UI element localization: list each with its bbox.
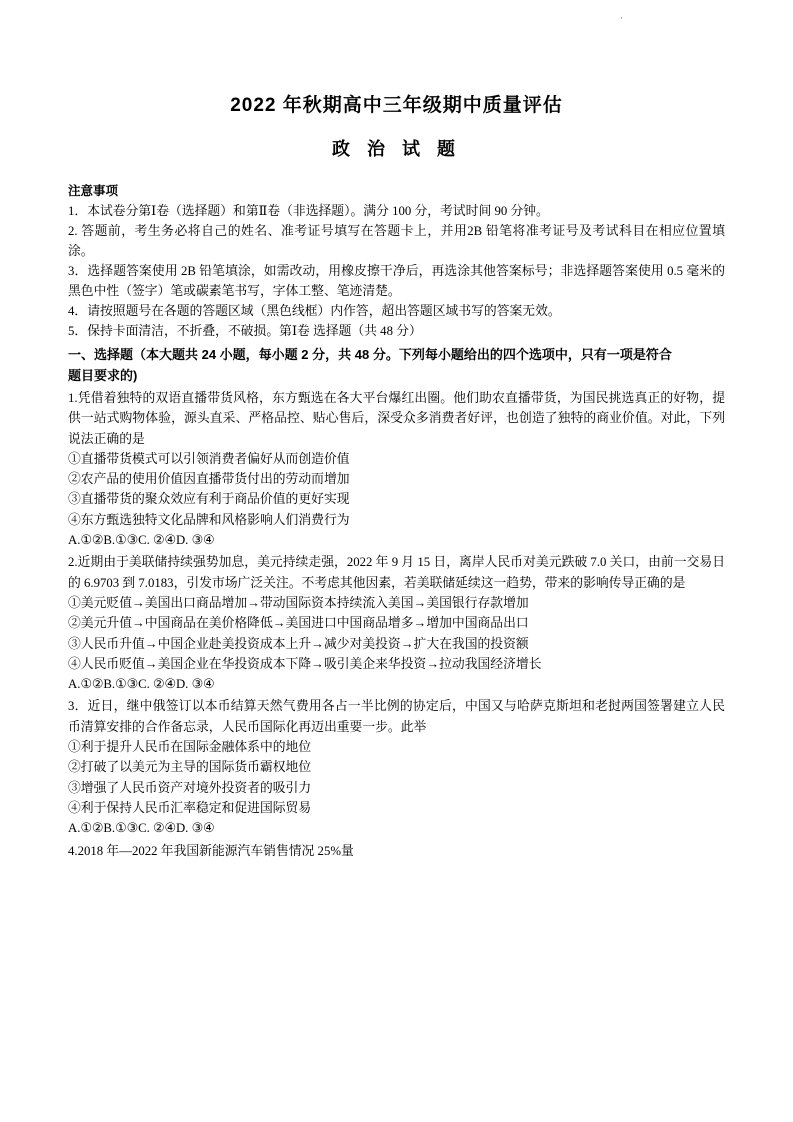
notice-item: 2. 答题前，考生务必将自己的姓名、准考证号填写在答题卡上，并用2B 铅笔将准考证号及考试科目在相应位置填涂。 [68,224,725,258]
section-heading [68,345,725,386]
question-answer-choices: A.①②B.①③C. ②④D. ③④ [68,533,215,548]
section-heading-sub: 题目要求的) [68,367,138,383]
corner-mark: · [620,13,623,23]
question-option: ③人民币升值→中国企业赴美投资成本上升→减少对美投资→扩大在我国的投资额 [68,636,529,651]
question-option: ②打破了以美元为主导的国际货币霸权地位 [68,760,312,775]
question-option: ④人民币贬值→美国企业在华投资成本下降→吸引美企来华投资→拉动我国经济增长 [68,656,542,671]
question-option: ④东方甄选独特文化品牌和风格影响人们消费行为 [68,512,350,527]
question-item [68,388,725,550]
question-option: ①美元贬值→美国出口商品增加→带动国际资本持续流入美国→美国银行存款增加 [68,595,529,610]
question-item [68,696,725,838]
question-item [68,841,725,861]
question-stem: 3．近日，继中俄签订以本币结算天然气费用各占一半比例的协定后，中国又与哈萨克斯坦和老挝两国签署建立人民币清算安排的合作备忘录，人民币国际化再迈出重要一步。此举 [68,699,725,734]
question-option: ③直播带货的聚众效应有利于商品价值的更好实现 [68,492,350,507]
question-option: ②农产品的使用价值因直播带货付出的劳动而增加 [68,472,350,487]
section-heading-main: 一、选择题（本大题共 24 小题，每小题 2 分，共 48 分。下列每小题给出的四个选项中，只有一项是符合 [68,347,672,362]
notice-item: 3．选择题答案使用 2B 铅笔填涂，如需改动，用橡皮擦干净后，再选涂其他答案标号；非选择题答案使用 0.5 毫米的黑色中性（签字）笔或碳素笔书写，字体工整、笔迹清楚。 [68,264,725,298]
question-answer-choices: A.①②B.①③C. ②④D. ③④ [68,677,215,692]
question-stem: 4.2018 年—2022 年我国新能源汽车销售情况 25%量 [68,843,354,858]
question-option: ①直播带货模式可以引领消费者偏好从而创造价值 [68,451,350,466]
question-option: ③增强了人民币资产对境外投资者的吸引力 [68,780,312,795]
question-stem: 1.凭借着独特的双语直播带货风格，东方甄选在各大平台爆红出圈。他们助农直播带货，为国民挑选真正的好物，提供一站式购物体验，源头直采、严格品控、贴心售后，深受众多消费者好评，也创造了独特的商业价值。对此，下列说法正确的是 [68,391,725,446]
question-item [68,552,725,694]
question-option: ④利于保持人民币汇率稳定和促进国际贸易 [68,800,312,815]
page-title: 2022 年秋期高中三年级期中质量评估 [230,95,563,116]
notice-item: 1．本试卷分第Ⅰ卷（选择题）和第Ⅱ卷（非选择题）。满分 100 分，考试时间 90 分钟。 [68,204,549,218]
notice-heading: 注意事项 [68,184,119,198]
question-answer-choices: A.①②B.①③C. ②④D. ③④ [68,821,215,836]
page-subtitle: 政 治 试 题 [331,139,461,159]
notice-item: 4．请按照题号在各题的答题区域（黑色线框）内作答，超出答题区域书写的答案无效。 [68,304,561,318]
notice-list [68,201,725,341]
notice-item: 5．保持卡面清洁，不折叠，不破损。第Ⅰ卷 选择题（共 48 分） [68,324,422,338]
question-option: ①利于提升人民币在国际金融体系中的地位 [68,740,312,755]
question-stem: 2.近期由于美联储持续强势加息，美元持续走强，2022 年 9 月 15 日，离岸人民币对美元跌破 7.0 关口，由前一交易日的 6.9703 到 7.0183，引发市场广泛关注。不考虑其他因素，若美联储延续这一趋势，带来的影响传导正确的是 [68,555,725,590]
question-option: ②美元升值→中国商品在美价格降低→美国进口中国商品增多→增加中国商品出口 [68,616,529,631]
